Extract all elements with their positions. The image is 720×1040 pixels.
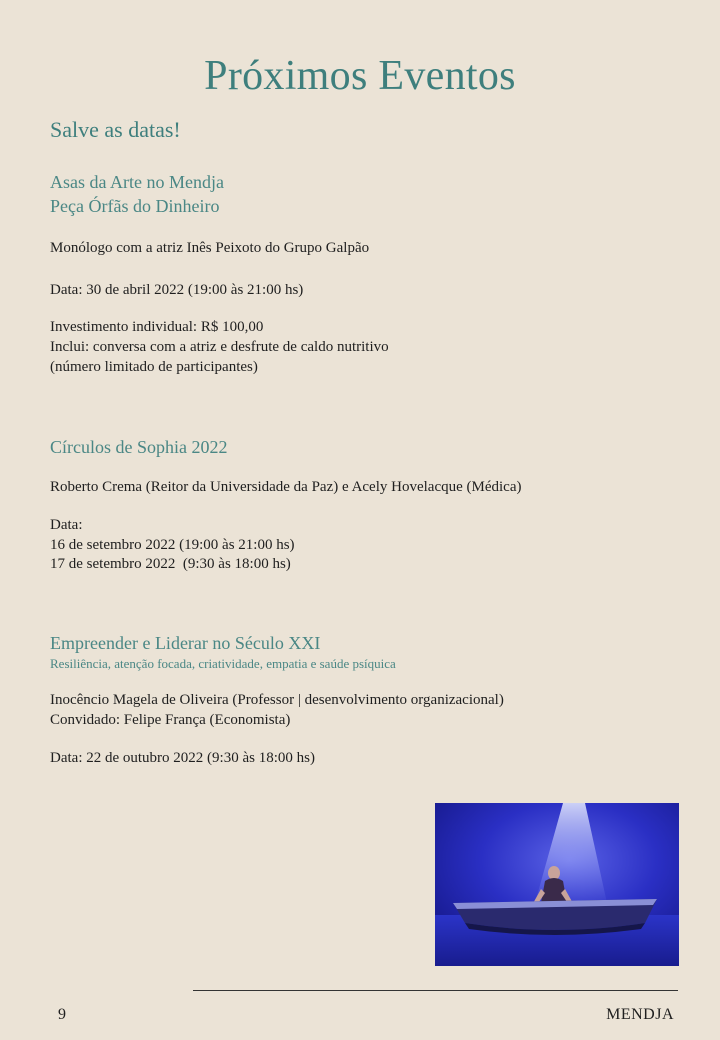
- event-1-subtitle: Peça Órfãs do Dinheiro: [50, 196, 220, 216]
- event-1-note: (número limitado de participantes): [50, 359, 258, 375]
- event-3-speaker: Inocêncio Magela de Oliveira (Professor | desenvolvimento organizacional): [50, 692, 504, 708]
- event-3-title: Empreender e Liderar no Século XXI: [50, 633, 321, 653]
- stage-photo: [435, 803, 679, 966]
- event-2-date-1: 16 de setembro 2022 (19:00 às 21:00 hs): [50, 537, 295, 553]
- page-title: Próximos Eventos: [204, 53, 516, 99]
- event-2-date-label: Data:: [50, 517, 83, 533]
- event-1-includes: Inclui: conversa com a atriz e desfrute de caldo nutritivo: [50, 339, 389, 355]
- stage-photo-illustration: [435, 803, 679, 966]
- page-number: 9: [58, 1006, 66, 1023]
- page-subtitle: Salve as datas!: [50, 117, 181, 142]
- event-1-price: Investimento individual: R$ 100,00: [50, 319, 264, 335]
- event-2-title: Círculos de Sophia 2022: [50, 437, 228, 457]
- event-2-date-2: 17 de setembro 2022 (9:30 às 18:00 hs): [50, 556, 291, 572]
- event-3-date: Data: 22 de outubro 2022 (9:30 às 18:00 hs): [50, 750, 315, 766]
- event-2-description: Roberto Crema (Reitor da Universidade da Paz) e Acely Hovelacque (Médica): [50, 479, 522, 495]
- footer-divider: [193, 990, 678, 991]
- event-3-guest: Convidado: Felipe França (Economista): [50, 712, 291, 728]
- event-1-title: Asas da Arte no Mendja: [50, 172, 224, 192]
- event-1-heading: [50, 170, 224, 218]
- event-1-description: Monólogo com a atriz Inês Peixoto do Grupo Galpão: [50, 240, 370, 256]
- footer-brand: MENDJA: [606, 1006, 674, 1023]
- event-3-tagline: Resiliência, atenção focada, criatividade, empatia e saúde psíquica: [50, 656, 396, 671]
- event-1-date: Data: 30 de abril 2022 (19:00 às 21:00 hs): [50, 282, 304, 298]
